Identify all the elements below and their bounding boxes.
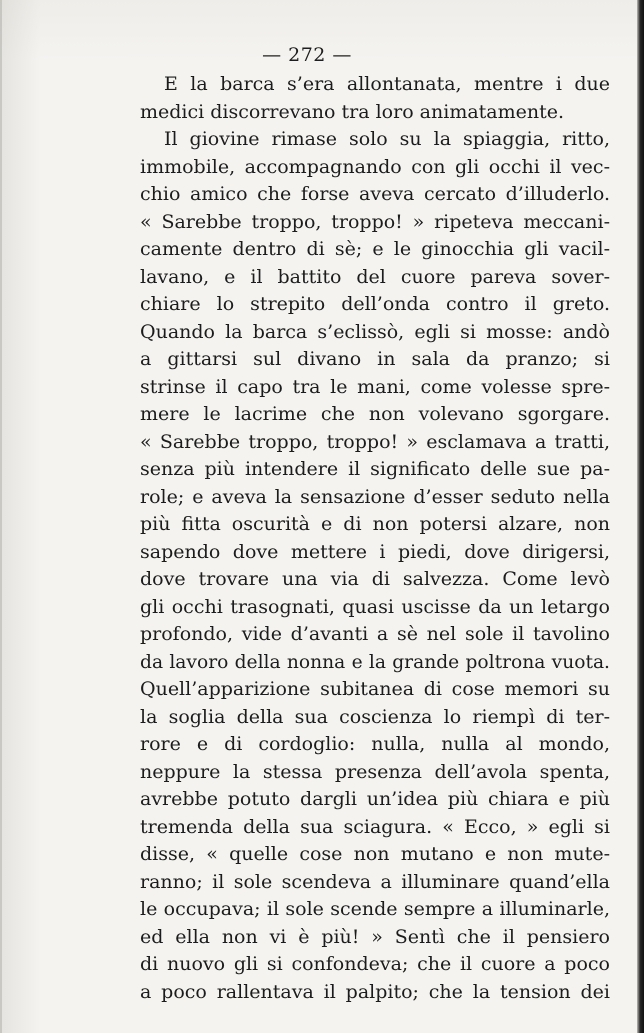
- text-line: rore e di cordoglio: nulla, nulla al mondo,: [140, 733, 610, 755]
- text-line: tremenda della sua sciagura. « Ecco, » egli si: [140, 815, 610, 838]
- text-line: « Sarebbe troppo, troppo! » esclamava a tratti,: [140, 430, 610, 453]
- text-line: Quell’apparizione subitanea di cose memori su: [140, 678, 610, 700]
- text-line: di nuovo gli si confondeva; che il cuore a poco: [140, 953, 610, 975]
- text-line: chiare lo strepito dell’onda contro il greto.: [140, 293, 610, 315]
- text-line: Il giovine rimase solo su la spiaggia, ritto,: [164, 128, 610, 150]
- text-line: gli occhi trasognati, quasi uscisse da un letargo: [140, 595, 610, 618]
- page-number: — 272 —: [262, 44, 352, 66]
- text-line: disse, « quelle cose non mutano e non mute-: [140, 843, 610, 865]
- text-line: immobile, accompagnando con gli occhi il vec-: [140, 155, 610, 178]
- text-line: sapendo dove mettere i piedi, dove dirigersi,: [140, 540, 610, 563]
- body-text: [140, 71, 610, 1006]
- text-line: da lavoro della nonna e la grande poltrona vuota.: [140, 651, 610, 673]
- text-line: avrebbe potuto dargli un’idea più chiara e più: [140, 788, 610, 810]
- text-line: le occupava; il sole scende sempre a illuminarle,: [140, 898, 610, 920]
- text-line: role; e aveva la sensazione d’esser seduto nella: [140, 485, 610, 508]
- text-line: a gittarsi sul divano in sala da pranzo; si: [140, 348, 610, 370]
- text-line: senza più intendere il significato delle sue pa-: [140, 458, 610, 480]
- page-edge-shadow: [637, 0, 644, 1033]
- text-line: E la barca s’era allontanata, mentre i due: [164, 73, 610, 95]
- text-line: profondo, vide d’avanti a sè nel sole il tavolino: [140, 623, 610, 645]
- text-line: « Sarebbe troppo, troppo! » ripeteva meccani-: [140, 210, 610, 233]
- text-line: mere le lacrime che non volevano sgorgare.: [140, 403, 610, 425]
- text-line: la soglia della sua coscienza lo riempì di ter-: [140, 705, 610, 728]
- text-line: ranno; il sole scendeva a illuminare quand’ella: [140, 870, 610, 893]
- page-gutter-shadow: [0, 0, 2, 1033]
- text-line: chio amico che forse aveva cercato d’illuderlo.: [140, 183, 610, 205]
- text-line: più fitta oscurità e di non potersi alzare, non: [140, 513, 610, 535]
- text-line: a poco rallentava il palpito; che la tension dei: [140, 980, 610, 1003]
- text-line: Quando la barca s’eclissò, egli si mosse: andò: [140, 320, 610, 343]
- text-line: strinse il capo tra le mani, come volesse spre-: [140, 375, 610, 398]
- text-line: camente dentro di sè; e le ginocchia gli vacil-: [140, 238, 610, 260]
- text-line: dove trovare una via di salvezza. Come levò: [140, 568, 610, 590]
- text-line: ed ella non vi è più! » Sentì che il pensiero: [140, 925, 610, 948]
- text-line: medici discorrevano tra loro animatamente.: [140, 100, 565, 123]
- text-line: neppure la stessa presenza dell’avola spenta,: [140, 760, 610, 783]
- text-line: lavano, e il battito del cuore pareva sover-: [140, 265, 610, 288]
